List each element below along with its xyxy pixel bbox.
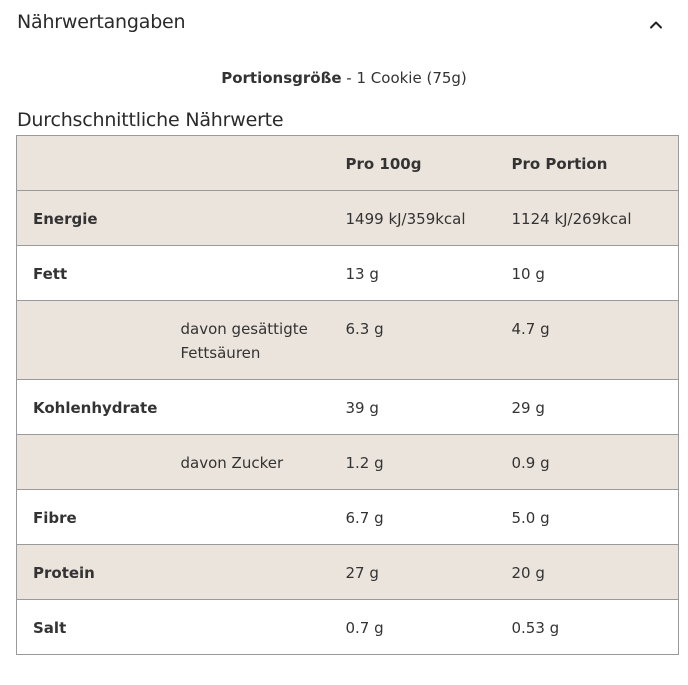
nutrient-name [17,301,181,317]
value-perportion: 0.9 g [511,454,550,472]
portion-size-separator: - [341,69,357,87]
header-cell-per100: Pro 100g [346,136,512,191]
table-header-row [17,136,679,191]
table-row [17,301,679,380]
nutrient-subname [181,545,346,561]
nutrient-name: Fibre [33,509,77,527]
nutrient-subname [181,380,346,396]
nutrient-subname [181,600,346,616]
value-per100: 1.2 g [345,454,384,472]
value-perportion: 0.53 g [511,619,560,637]
value-per100: 27 g [345,564,379,582]
nutrition-accordion-header[interactable] [0,0,688,50]
nutrient-name: Kohlenhydrate [33,399,158,417]
value-perportion: 20 g [511,564,545,582]
value-perportion: 4.7 g [511,320,550,338]
table-row [17,490,679,545]
nutrient-subname: davon Zucker [180,454,284,472]
nutrient-name [17,435,181,451]
table-row [17,545,679,600]
value-per100: 6.3 g [345,320,384,338]
nutrient-name: Salt [33,619,67,637]
value-perportion: 1124 kJ/269kcal [511,210,632,228]
table-row [17,600,679,655]
section-title: Durchschnittliche Nährwerte [17,109,284,131]
table-row [17,246,679,301]
nutrient-subname [181,191,346,207]
value-perportion: 10 g [511,265,545,283]
chevron-up-icon[interactable] [645,14,667,36]
accordion-title: Nährwertangaben [17,11,186,33]
portion-size-label: Portionsgröße [221,69,342,87]
table-row [17,435,679,490]
header-cell-sub [181,136,346,191]
nutrient-name: Energie [33,210,98,228]
portion-size-value: 1 Cookie (75g) [356,69,467,87]
nutrient-subname [181,490,346,506]
value-per100: 0.7 g [345,619,384,637]
nutrient-subname: davon gesättigte Fettsäuren [180,320,308,362]
nutrient-name: Fett [33,265,68,283]
value-per100: 6.7 g [345,509,384,527]
value-perportion: 5.0 g [511,509,550,527]
header-cell-perportion: Pro Portion [512,136,679,191]
portion-size [0,69,688,87]
value-perportion: 29 g [511,399,545,417]
nutrient-subname [181,246,346,262]
table-row [17,191,679,246]
value-per100: 13 g [345,265,379,283]
table-row [17,380,679,435]
value-per100: 1499 kJ/359kcal [345,210,466,228]
nutrient-name: Protein [33,564,95,582]
nutrition-table [16,135,679,655]
value-per100: 39 g [345,399,379,417]
header-cell-nutrient [17,136,181,191]
